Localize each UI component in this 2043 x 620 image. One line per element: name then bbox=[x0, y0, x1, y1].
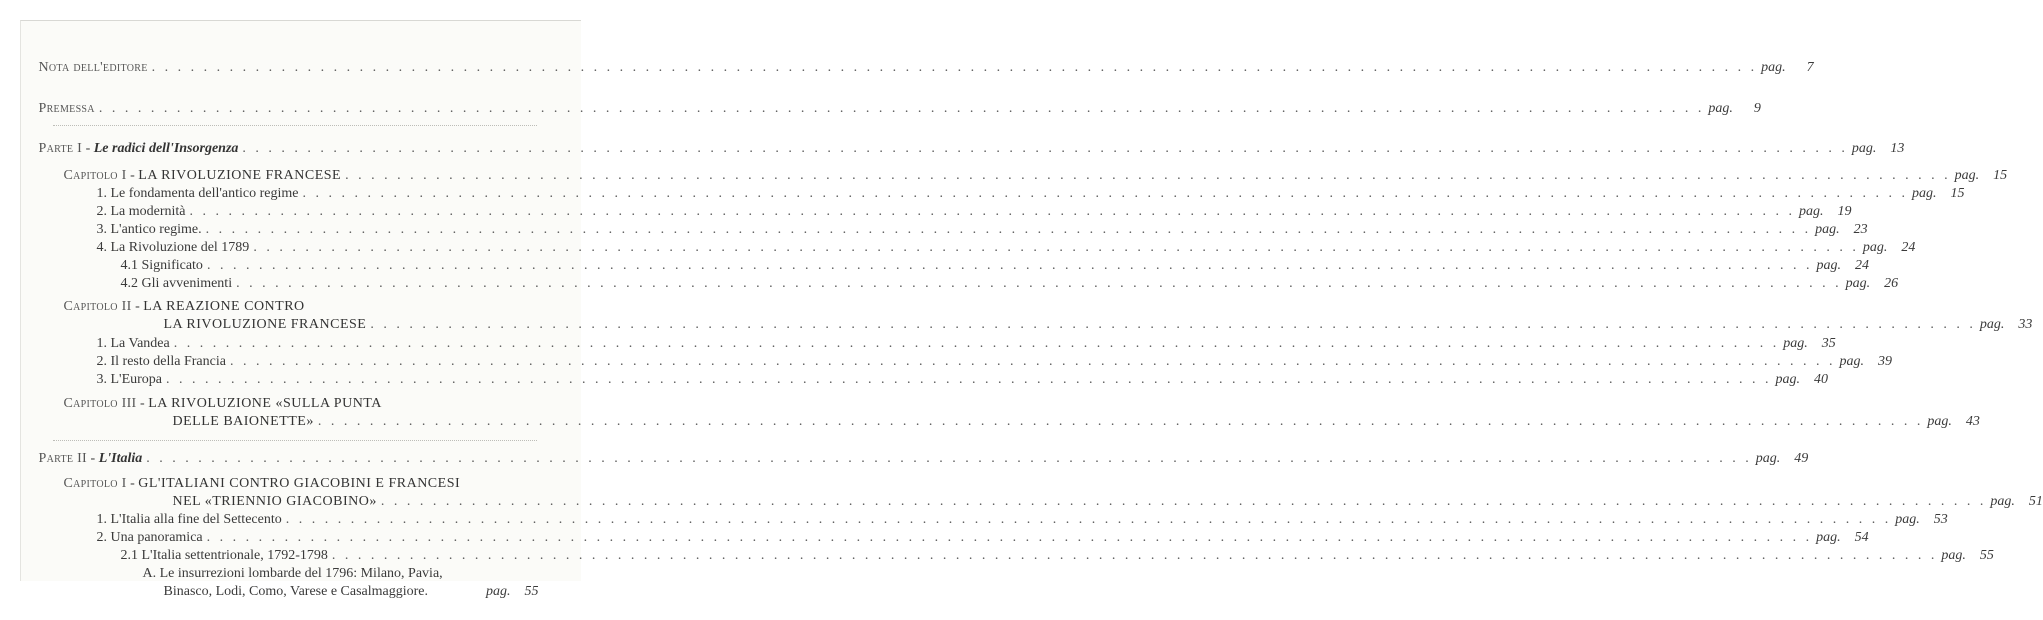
page-number: 19 bbox=[1837, 204, 1852, 219]
part-title: L'Italia bbox=[98, 451, 143, 466]
toc-chapter-entry bbox=[172, 413, 1980, 431]
toc-entry-label: 1. Le fondamenta dell'antico regime bbox=[96, 186, 299, 201]
chapter-number: Capitolo III bbox=[63, 396, 137, 411]
toc-part-entry bbox=[38, 450, 1809, 468]
page-number: 13 bbox=[1890, 141, 1905, 156]
toc-entry bbox=[38, 59, 1814, 77]
toc-subsection-entry bbox=[120, 547, 1994, 565]
book-page bbox=[20, 20, 2043, 599]
toc-entry-label: 2.1 L'Italia settentrionale, 1792-1798 bbox=[120, 548, 328, 563]
toc-section-entry bbox=[96, 185, 1965, 203]
page-abbrev: pag. bbox=[1839, 354, 1864, 369]
dot-leader bbox=[253, 239, 1859, 257]
chapter-number: Capitolo I bbox=[63, 168, 127, 183]
dot-leader bbox=[345, 167, 1951, 185]
page-number: 35 bbox=[1821, 336, 1836, 351]
table-of-contents bbox=[21, 21, 2043, 599]
page-abbrev: pag. bbox=[1927, 414, 1952, 429]
toc-chapter-entry bbox=[163, 316, 2033, 334]
chapter-title: LA RIVOLUZIONE «SULLA PUNTA bbox=[148, 396, 382, 411]
chapter-title: GL'ITALIANI CONTRO GIACOBINI E FRANCESI bbox=[138, 476, 461, 491]
toc-entry-label: 4.1 Significato bbox=[120, 258, 203, 273]
page-number: 55 bbox=[524, 584, 539, 599]
dot-leader bbox=[190, 203, 1796, 221]
dot-leader bbox=[286, 511, 1892, 529]
page-abbrev: pag. bbox=[1911, 186, 1937, 201]
page-abbrev: pag. bbox=[486, 584, 511, 599]
toc-section-entry bbox=[96, 511, 1948, 529]
toc-section-entry bbox=[96, 221, 1868, 239]
dot-leader bbox=[146, 450, 1752, 468]
page-number: 26 bbox=[1884, 276, 1899, 291]
toc-entry-label: 3. L'antico regime. bbox=[96, 222, 202, 237]
chapter-number: Capitolo II bbox=[63, 299, 132, 314]
page-abbrev: pag. bbox=[1708, 101, 1733, 116]
part-title: Le radici dell'Insorgenza bbox=[93, 141, 239, 156]
dot-leader bbox=[207, 529, 1813, 547]
chapter-title: LA RIVOLUZIONE FRANCESE bbox=[138, 168, 342, 183]
page-number: 53 bbox=[1933, 512, 1948, 527]
toc-section-entry bbox=[96, 239, 1916, 257]
page-number: 54 bbox=[1854, 530, 1869, 545]
page-number: 9 bbox=[1753, 101, 1761, 116]
page-abbrev: pag. bbox=[1815, 222, 1840, 237]
page-abbrev: pag. bbox=[1979, 317, 2005, 332]
page-number: 55 bbox=[1979, 548, 1994, 563]
dot-leader bbox=[318, 413, 1924, 431]
page-number: 43 bbox=[1965, 414, 1980, 429]
separator: - bbox=[126, 168, 139, 183]
page-number: 23 bbox=[1853, 222, 1868, 237]
chapter-title-continued: NEL «TRIENNIO GIACOBINO» bbox=[172, 494, 377, 509]
toc-subsubsection-entry bbox=[164, 583, 539, 601]
toc-section-entry bbox=[96, 203, 1852, 221]
part-number: Parte II bbox=[38, 451, 88, 466]
toc-section-entry bbox=[96, 371, 1829, 389]
page-number: 24 bbox=[1901, 240, 1916, 255]
toc-entry-label: 1. La Vandea bbox=[96, 336, 170, 351]
page-abbrev: pag. bbox=[1755, 451, 1781, 466]
toc-part-entry bbox=[38, 140, 1905, 158]
page-number: 39 bbox=[1877, 354, 1892, 369]
toc-chapter-heading bbox=[64, 475, 461, 493]
page-abbrev: pag. bbox=[1862, 240, 1888, 255]
toc-entry-label: 4. La Rivoluzione del 1789 bbox=[96, 240, 250, 255]
dot-leader bbox=[302, 185, 1908, 203]
toc-entry-label: 1. L'Italia alla fine del Settecento bbox=[96, 512, 282, 527]
toc-subsection-entry bbox=[120, 275, 1899, 293]
page-number: 33 bbox=[2018, 317, 2033, 332]
page-abbrev: pag. bbox=[1775, 372, 1801, 387]
toc-section-entry bbox=[96, 335, 1836, 353]
toc-subsection-entry bbox=[120, 257, 1869, 275]
toc-section-entry bbox=[96, 529, 1869, 547]
separator-rule bbox=[53, 125, 537, 126]
separator: - bbox=[126, 476, 139, 491]
toc-chapter-entry bbox=[63, 167, 2008, 185]
page-abbrev: pag. bbox=[1845, 276, 1871, 291]
toc-entry-label: Premessa bbox=[38, 101, 95, 116]
separator: - bbox=[82, 141, 94, 156]
page-number: 7 bbox=[1806, 60, 1814, 75]
toc-chapter-heading bbox=[64, 395, 382, 413]
toc-entry-label: 2. Una panoramica bbox=[96, 530, 203, 545]
page-abbrev: pag. bbox=[1990, 494, 2015, 509]
toc-entry-label-continued: Binasco, Lodi, Como, Varese e Casalmaggiore. bbox=[163, 584, 429, 599]
page-abbrev: pag. bbox=[1783, 336, 1808, 351]
chapter-number: Capitolo I bbox=[63, 476, 127, 491]
dot-leader bbox=[152, 59, 1758, 77]
toc-entry-label: 2. Il resto della Francia bbox=[96, 354, 226, 369]
dot-leader bbox=[166, 371, 1772, 389]
separator-rule bbox=[53, 440, 537, 441]
page-abbrev: pag. bbox=[1851, 141, 1877, 156]
dot-leader bbox=[236, 275, 1842, 293]
dot-leader bbox=[206, 221, 1812, 239]
dot-leader bbox=[230, 353, 1836, 371]
toc-chapter-heading bbox=[64, 298, 305, 316]
dot-leader bbox=[381, 493, 1987, 511]
toc-section-entry bbox=[96, 353, 1892, 371]
page-number: 24 bbox=[1854, 258, 1869, 273]
toc-chapter-entry bbox=[172, 493, 2043, 511]
part-number: Parte I bbox=[38, 141, 83, 156]
page-abbrev: pag. bbox=[1761, 60, 1786, 75]
toc-entry-label: 4.2 Gli avvenimenti bbox=[120, 276, 233, 291]
chapter-title-continued: LA RIVOLUZIONE FRANCESE bbox=[163, 317, 367, 332]
dot-leader bbox=[242, 140, 1848, 158]
separator: - bbox=[131, 299, 144, 314]
separator: - bbox=[136, 396, 149, 411]
chapter-title-continued: DELLE BAIONETTE» bbox=[172, 414, 314, 429]
dot-leader bbox=[207, 257, 1813, 275]
page-number: 15 bbox=[1950, 186, 1965, 201]
dot-leader bbox=[332, 547, 1938, 565]
page-abbrev: pag. bbox=[1799, 204, 1824, 219]
chapter-title: LA REAZIONE CONTRO bbox=[143, 299, 305, 314]
page-abbrev: pag. bbox=[1816, 258, 1841, 273]
dot-leader bbox=[174, 335, 1780, 353]
dot-leader bbox=[99, 100, 1705, 118]
toc-entry bbox=[38, 100, 1761, 118]
toc-entry-label: Nota dell'editore bbox=[38, 60, 148, 75]
page-abbrev: pag. bbox=[1954, 168, 1980, 183]
toc-subsubsection-label: A. Le insurrezioni lombarde del 1796: Milano, Pavia, bbox=[142, 566, 443, 581]
page-abbrev: pag. bbox=[1941, 548, 1966, 563]
page-number: 51 bbox=[2028, 494, 2043, 509]
page-abbrev: pag. bbox=[1895, 512, 1920, 527]
page-number: 15 bbox=[1993, 168, 2008, 183]
toc-entry-label: 2. La modernità bbox=[96, 204, 186, 219]
page-number: 40 bbox=[1814, 372, 1829, 387]
page-abbrev: pag. bbox=[1816, 530, 1841, 545]
dot-leader bbox=[370, 316, 1976, 334]
toc-entry-label: 3. L'Europa bbox=[96, 372, 163, 387]
separator: - bbox=[87, 451, 99, 466]
page-number: 49 bbox=[1794, 451, 1809, 466]
